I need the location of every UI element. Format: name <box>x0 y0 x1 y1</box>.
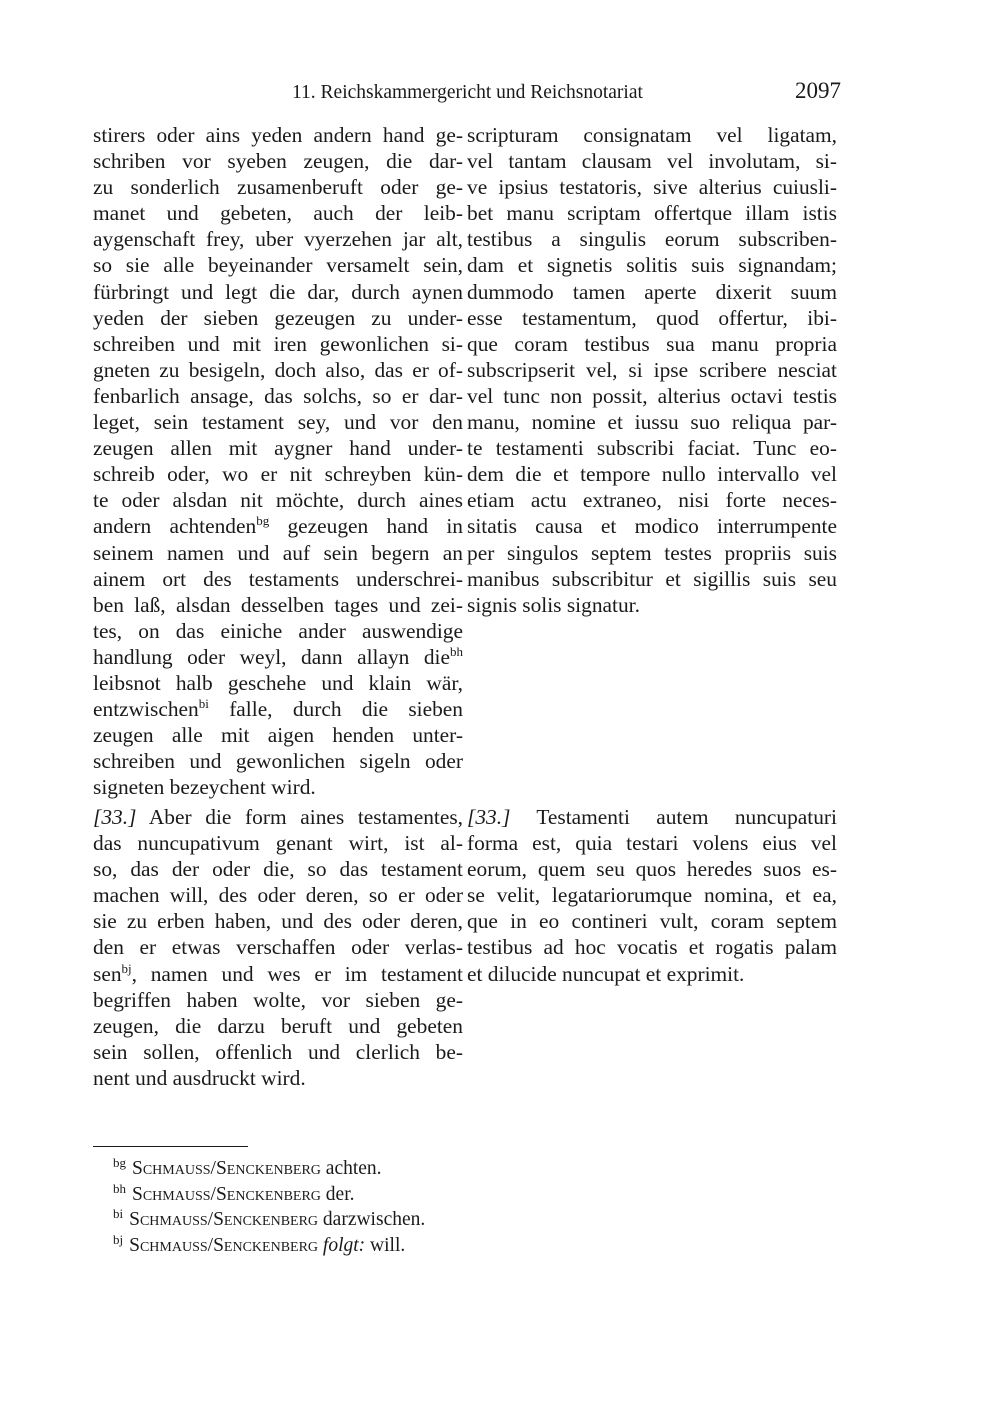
text-line <box>93 592 463 618</box>
line-text: et dilucide nuncupat et exprimit. <box>467 961 745 986</box>
line-text: schreiben und mit iren gewonlichen si- <box>93 331 463 356</box>
text-line <box>467 908 837 934</box>
text-line <box>467 252 837 278</box>
line-text: manet und gebeten, auch der leib- <box>93 201 463 226</box>
line-text: andern achtenden <box>93 514 257 539</box>
line-text: das nuncupativum genant wirt, ist al- <box>93 831 463 856</box>
text-line <box>93 513 463 539</box>
section-marker: [33.] <box>93 805 137 829</box>
footnote-reference: bi <box>198 696 209 712</box>
line-text: testibus ad hoc vocatis et rogatis palam <box>467 935 837 960</box>
line-text: zeugen alle mit aigen henden unter- <box>93 723 463 748</box>
text-line <box>467 461 837 487</box>
line-text: forma est, quia testari volens eius vel <box>467 831 837 856</box>
line-text: zu sonderlich zusamenberuft oder ge- <box>93 175 463 200</box>
text-line <box>93 383 463 409</box>
line-text: etiam actu extraneo, nisi forte neces- <box>467 488 837 513</box>
footnote-text: will. <box>365 1235 406 1256</box>
line-text: que in eo contineri vult, coram septem <box>467 909 837 934</box>
line-text: zeugen allen mit aygner hand under- <box>93 436 463 461</box>
text-line <box>93 148 463 174</box>
footnote-reference: bh <box>450 643 463 659</box>
text-line <box>467 148 837 174</box>
line-text: sen <box>93 961 122 986</box>
text-line <box>93 200 463 226</box>
line-text: esse testamentum, quod offertur, ibi- <box>467 305 837 330</box>
line-text: so sie alle beyeinander versamelt sein, <box>93 253 463 278</box>
line-text: te testamenti subscribi faciat. Tunc eo- <box>467 436 837 461</box>
text-line <box>93 987 463 1013</box>
text-line <box>93 122 463 148</box>
text-line <box>93 722 463 748</box>
text-line <box>93 696 463 722</box>
line-text: que coram testibus sua manu propria <box>467 331 837 356</box>
footnote <box>113 1232 405 1257</box>
text-line <box>93 1065 463 1091</box>
line-text: den er etwas verschaffen oder verlas- <box>93 935 463 960</box>
footnote-mark: bi <box>113 1206 124 1221</box>
text-line <box>467 122 837 148</box>
text-line <box>467 409 837 435</box>
text-line <box>467 383 837 409</box>
line-text: schreiben und gewonlichen sigeln oder <box>93 749 463 774</box>
line-text: ben laß, alsdan desselben tages und zei- <box>93 592 463 617</box>
line-text: machen will, des oder deren, so er oder <box>93 883 463 908</box>
line-text: seinem namen und auf sein begern an <box>93 540 463 565</box>
line-text: ainem ort des testaments underschrei- <box>93 566 463 591</box>
text-line <box>467 200 837 226</box>
line-text: so, das der oder die, so das testament <box>93 857 463 882</box>
text-line <box>93 252 463 278</box>
footnote-source: Schmauss/Senckenberg <box>129 1235 319 1256</box>
text-line <box>93 774 463 800</box>
line-text: per singulos septem testes propriis suis <box>467 540 837 565</box>
section-marker: [33.] <box>467 805 511 829</box>
text-line <box>93 908 463 934</box>
line-text: aygenschaft frey, uber vyerzehen jar alt, <box>93 227 463 252</box>
footnote <box>113 1206 425 1231</box>
line-text: sein sollen, offenlich und clerlich be- <box>93 1039 463 1064</box>
footnote-reference: bg <box>256 513 270 529</box>
line-text: manu, nomine et iussu suo reliqua par- <box>467 410 837 435</box>
text-line <box>93 934 463 960</box>
text-line <box>467 226 837 252</box>
line-text: leibsnot halb geschehe und klain wär, <box>93 670 463 695</box>
text-line <box>93 487 463 513</box>
text-line <box>467 487 837 513</box>
german-text-column-part-1 <box>93 122 463 800</box>
footnote-source: Schmauss/Senckenberg <box>129 1209 319 1230</box>
text-line <box>93 830 463 856</box>
line-text: dummodo tamen aperte dixerit suum <box>467 279 837 304</box>
text-line <box>467 856 837 882</box>
text-line <box>93 540 463 566</box>
line-text: schriben vor syeben zeugen, die dar- <box>93 149 463 174</box>
text-line <box>93 961 463 987</box>
line-text: manibus subscribitur et sigillis suis seu <box>467 566 837 591</box>
line-text: schreib oder, wo er nit schreyben kün- <box>93 462 463 487</box>
line-text: subscripserit vel, si ipse scribere nesciat <box>467 357 837 382</box>
text-line <box>93 882 463 908</box>
text-line <box>93 409 463 435</box>
text-line <box>93 357 463 383</box>
footnote-source: Schmauss/Senckenberg <box>132 1158 321 1179</box>
line-text: tes, on das einiche ander auswendige <box>93 618 463 643</box>
text-line <box>93 748 463 774</box>
latin-text-column-part-1 <box>467 122 837 618</box>
text-line <box>93 305 463 331</box>
line-text-continued: falle, durch die sieben <box>208 697 463 722</box>
text-line <box>93 279 463 305</box>
footnote-text: der. <box>320 1184 355 1205</box>
line-text: vel tantam clausam vel involutam, si- <box>467 149 837 174</box>
text-line <box>93 644 463 670</box>
line-text: yeden der sieben gezeugen zu under- <box>93 305 463 330</box>
text-line <box>467 174 837 200</box>
text-line <box>467 882 837 908</box>
text-line <box>93 566 463 592</box>
text-line <box>467 566 837 592</box>
line-text-continued: gezeugen hand in <box>269 514 463 539</box>
line-text: sie zu erben haben, und des oder deren, <box>93 909 463 934</box>
footnote-text: achten. <box>320 1158 382 1179</box>
text-line <box>467 961 837 987</box>
line-text: gneten zu besigeln, doch also, das er of- <box>93 357 463 382</box>
footnote-source: Schmauss/Senckenberg <box>132 1184 321 1205</box>
text-line <box>93 226 463 252</box>
text-line <box>467 279 837 305</box>
footnote-editorial-note: folgt: <box>322 1235 366 1256</box>
text-line <box>93 804 463 830</box>
text-line <box>93 856 463 882</box>
footnote-separator <box>93 1146 248 1147</box>
line-text: dem die et tempore nullo intervallo vel <box>467 462 837 487</box>
line-text: Aber die form aines testamentes, <box>136 805 463 829</box>
text-line <box>467 804 837 830</box>
line-text-continued: , namen und wes er im testament <box>131 961 463 986</box>
footnote <box>113 1155 382 1180</box>
line-text: se velit, legatariorumque nomina, et ea, <box>467 883 837 908</box>
line-text: scripturam consignatam vel ligatam, <box>467 123 837 147</box>
line-text: stirers oder ains yeden andern hand ge- <box>93 123 463 147</box>
line-text: bet manu scriptam offertque illam istis <box>467 201 837 226</box>
footnote <box>113 1181 355 1206</box>
line-text: leget, sein testament sey, und vor den <box>93 410 463 435</box>
line-text: eorum, quem seu quos heredes suos es- <box>467 857 837 882</box>
footnote-mark: bj <box>113 1232 124 1247</box>
page-number: 2097 <box>795 78 841 103</box>
line-text: te oder alsdan nit möchte, durch aines <box>93 488 463 513</box>
line-text: handlung oder weyl, dann allayn die <box>93 644 450 669</box>
line-text: dam et signetis solitis suis signandam; <box>467 253 837 278</box>
line-text: Testamenti autem nuncupaturi <box>510 805 837 829</box>
footnote-mark: bh <box>113 1181 126 1196</box>
line-text: signis solis signatur. <box>467 592 640 617</box>
latin-text-column-part-2 <box>467 804 837 987</box>
line-text: begriffen haben wolte, vor sieben ge- <box>93 987 463 1012</box>
text-line <box>467 305 837 331</box>
text-line <box>467 331 837 357</box>
line-text: signeten bezeychent wird. <box>93 775 316 800</box>
line-text: fenbarlich ansage, das solchs, so er dar- <box>93 383 463 408</box>
text-line <box>93 1039 463 1065</box>
line-text: zeugen, die darzu beruft und gebeten <box>93 1013 463 1038</box>
text-line <box>467 592 837 618</box>
text-line <box>467 513 837 539</box>
text-line <box>467 357 837 383</box>
text-line <box>467 830 837 856</box>
text-line <box>93 618 463 644</box>
footnote-reference: bj <box>121 960 132 976</box>
text-line <box>93 331 463 357</box>
header-title: 11. Reichskammergericht und Reichsnotariat <box>292 82 643 103</box>
text-line <box>467 934 837 960</box>
footnote-mark: bg <box>113 1155 126 1170</box>
line-text: ve ipsius testatoris, sive alterius cuiusli- <box>467 175 837 200</box>
line-text: sitatis causa et modico interrumpente <box>467 514 837 539</box>
line-text: testibus a singulis eorum subscriben- <box>467 227 837 252</box>
line-text: entzwischen <box>93 697 199 722</box>
text-line <box>93 461 463 487</box>
text-line <box>93 670 463 696</box>
line-text: nent und ausdruckt wird. <box>93 1065 306 1090</box>
line-text: vel tunc non possit, alterius octavi testis <box>467 383 837 408</box>
text-line <box>93 1013 463 1039</box>
line-text: fürbringt und legt die dar, durch aynen <box>93 279 463 304</box>
german-text-column-part-2 <box>93 804 463 1091</box>
footnote-text: darzwischen. <box>318 1209 426 1230</box>
text-line <box>467 540 837 566</box>
text-line <box>467 435 837 461</box>
text-line <box>93 174 463 200</box>
text-line <box>93 435 463 461</box>
